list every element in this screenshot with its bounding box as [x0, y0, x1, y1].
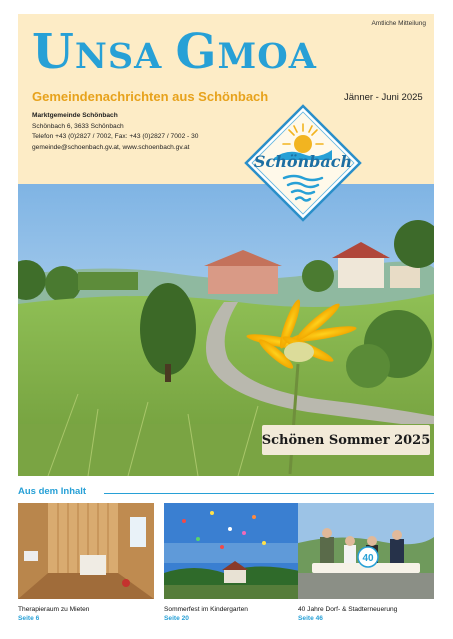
contents-item-title: Sommerfest im Kindergarten: [164, 606, 248, 613]
address-phone: Telefon +43 (0)2827 / 7002, Fax: +43 (0)2827 / 7002 - 30: [32, 133, 199, 140]
anniversary-banner-number: 40: [362, 553, 374, 564]
address-web: gemeinde@schoenbach.gv.at, www.schoenbach.gv.at: [32, 143, 190, 151]
contents-item-title: Therapieraum zu Mieten: [18, 606, 90, 613]
title-part-nsa: NSA: [74, 36, 176, 77]
title-part-moa: MOA: [217, 36, 317, 77]
municipality-address: [32, 111, 198, 153]
newsletter-cover: [18, 14, 434, 629]
contents-item-title: 40 Jahre Dorf- & Stadterneuerung: [298, 606, 398, 613]
contents-item-therapy-room[interactable]: [18, 503, 154, 622]
official-notice: Amtliche Mitteilung: [371, 20, 426, 27]
title-letter-g: G: [175, 24, 218, 80]
hero-caption: Schönen Sommer 2025: [262, 425, 430, 455]
title-letter-u: U: [32, 24, 75, 80]
municipality-logo: [244, 104, 362, 222]
anniversary-photo: [298, 503, 434, 599]
contents-item-page: Seite 6: [18, 615, 40, 622]
hero-photo: [18, 184, 434, 476]
contents-item-page: Seite 20: [164, 615, 189, 622]
therapy-room-photo: [18, 503, 154, 599]
newsletter-title: [32, 24, 317, 80]
newsletter-subtitle: Gemeindenachrichten aus Schönbach: [32, 89, 269, 104]
contents-heading: Aus dem Inhalt: [18, 486, 87, 497]
balloons-photo: [164, 503, 300, 599]
contents-item-page: Seite 46: [298, 615, 323, 622]
contents-item-summer-fest[interactable]: [164, 503, 300, 622]
masthead: [18, 14, 434, 184]
issue-period: Jänner - Juni 2025: [344, 92, 423, 103]
contents-divider: [104, 493, 434, 494]
address-street: Schönbach 6, 3633 Schönbach: [32, 122, 124, 130]
address-org: Marktgemeinde Schönbach: [32, 112, 118, 119]
logo-text: Schönbach: [253, 152, 353, 171]
contents-item-anniversary[interactable]: [298, 503, 434, 622]
